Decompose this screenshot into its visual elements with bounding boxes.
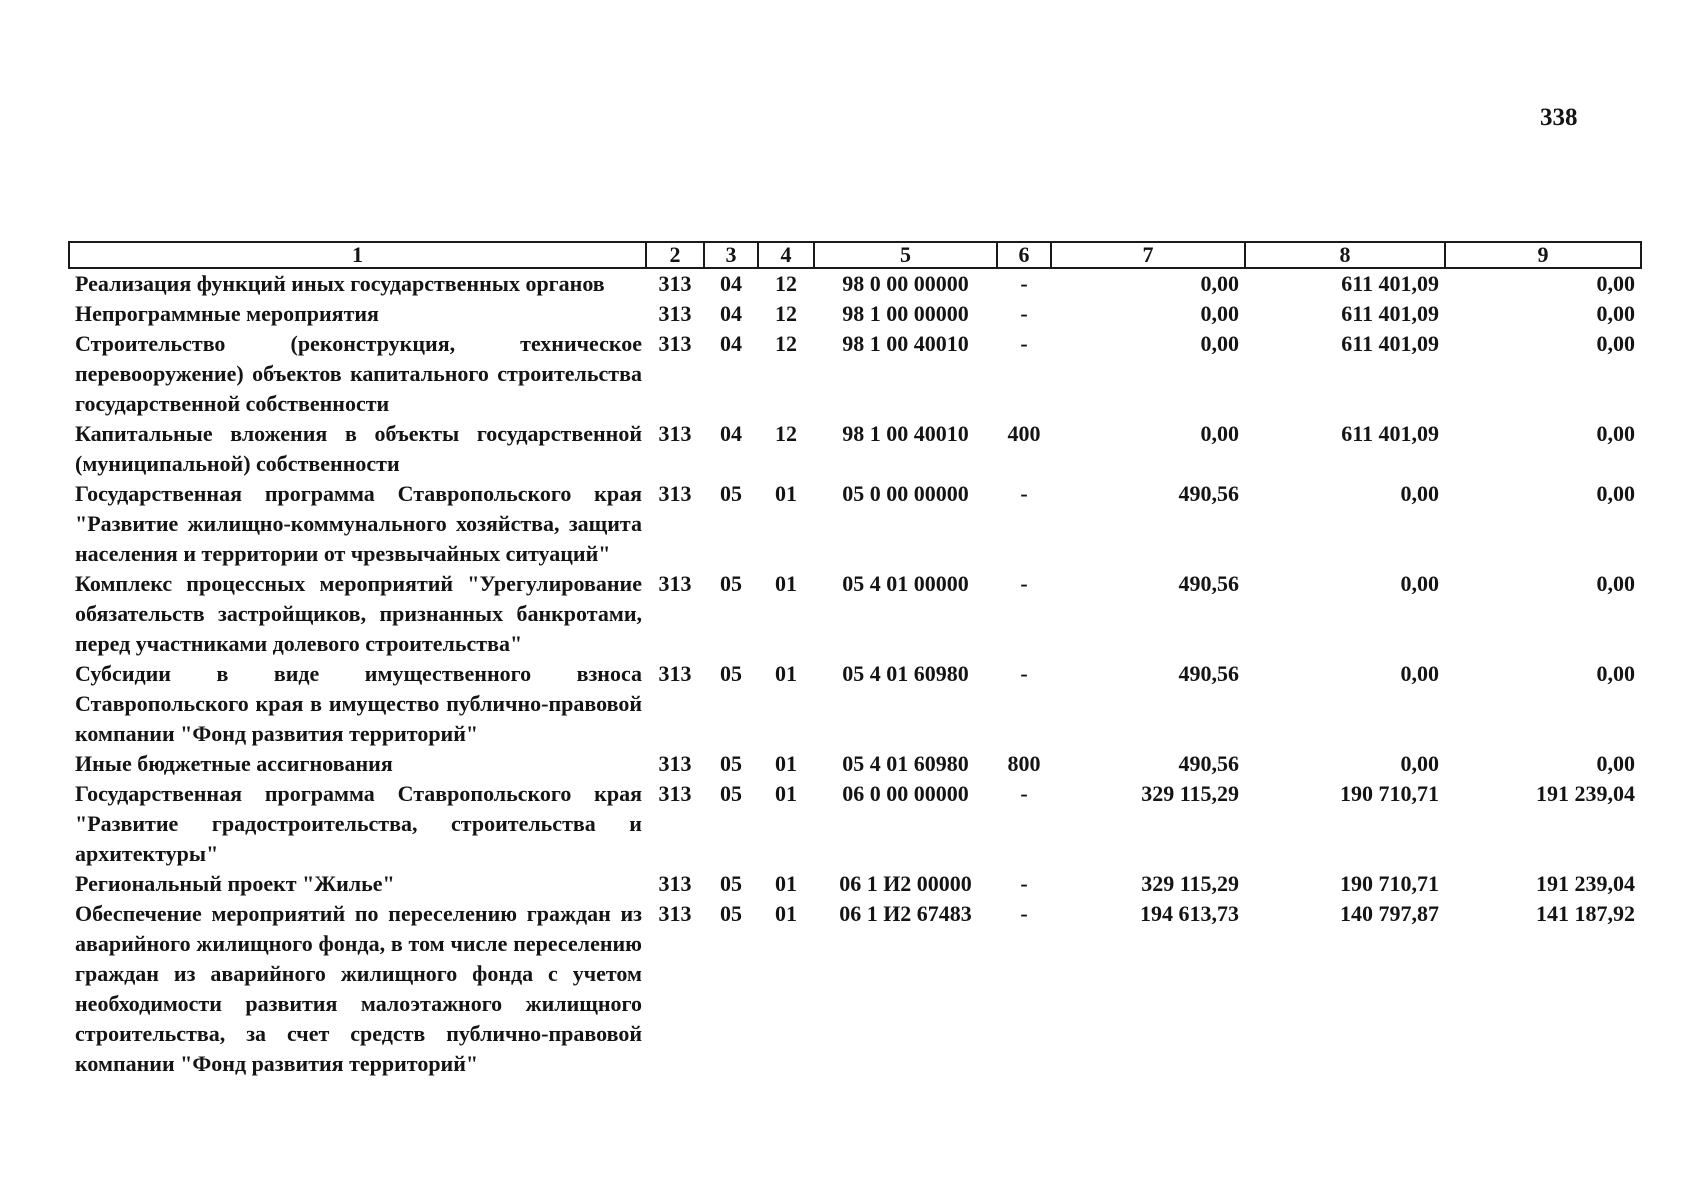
row-amount-7: 0,00 — [1200, 271, 1239, 296]
row-code-3: 05 — [720, 901, 742, 926]
row-name: Иные бюджетные ассигнования — [75, 751, 393, 776]
row-amount-7: 329 115,29 — [1141, 871, 1239, 896]
row-code-2: 313 — [658, 751, 692, 776]
row-code-6: - — [1020, 781, 1028, 806]
row-code-5: 06 1 И2 00000 — [839, 871, 972, 896]
row-code-4: 12 — [775, 271, 797, 296]
header-col-1: 1 — [69, 242, 646, 268]
header-col-4: 4 — [758, 242, 814, 268]
row-code-4: 12 — [775, 301, 797, 326]
row-code-3: 04 — [720, 301, 742, 326]
row-amount-8: 190 710,71 — [1340, 781, 1439, 806]
header-row — [69, 242, 1641, 268]
row-code-6: 400 — [1007, 421, 1041, 446]
row-code-5: 05 4 01 60980 — [842, 751, 969, 776]
table-row — [69, 899, 1641, 1079]
row-name: Строительство (реконструкция, техническое перевооружение) объектов капитального строительства государственной собственности — [75, 331, 642, 416]
table-header — [69, 242, 1641, 268]
row-amount-8: 190 710,71 — [1340, 871, 1439, 896]
row-amount-8: 0,00 — [1400, 751, 1439, 776]
table-row — [69, 569, 1641, 659]
row-code-6: - — [1020, 871, 1028, 896]
table-row — [69, 749, 1641, 779]
row-code-4: 01 — [775, 871, 797, 896]
row-code-5: 06 0 00 00000 — [842, 781, 969, 806]
table-row — [69, 268, 1641, 299]
table-row — [69, 479, 1641, 569]
row-code-3: 05 — [720, 661, 742, 686]
table-row — [69, 779, 1641, 869]
row-code-5: 05 0 00 00000 — [842, 481, 969, 506]
row-code-5: 98 1 00 40010 — [842, 331, 969, 356]
row-code-5: 05 4 01 60980 — [842, 661, 969, 686]
row-code-2: 313 — [658, 331, 692, 356]
row-code-3: 05 — [720, 571, 742, 596]
row-code-3: 04 — [720, 271, 742, 296]
row-code-4: 01 — [775, 901, 797, 926]
row-amount-7: 0,00 — [1200, 301, 1239, 326]
row-code-2: 313 — [658, 481, 692, 506]
row-amount-9: 0,00 — [1596, 571, 1635, 596]
row-amount-8: 0,00 — [1400, 661, 1439, 686]
row-amount-7: 490,56 — [1178, 661, 1239, 686]
row-amount-7: 329 115,29 — [1141, 781, 1239, 806]
row-name: Непрограммные мероприятия — [75, 301, 379, 326]
row-code-2: 313 — [658, 571, 692, 596]
row-amount-7: 490,56 — [1178, 481, 1239, 506]
row-code-6: - — [1020, 271, 1028, 296]
row-name: Региональный проект "Жилье" — [75, 871, 395, 896]
row-amount-9: 0,00 — [1596, 481, 1635, 506]
row-amount-7: 0,00 — [1200, 331, 1239, 356]
row-code-2: 313 — [658, 901, 692, 926]
row-code-5: 98 1 00 40010 — [842, 421, 969, 446]
row-name: Государственная программа Ставропольского края "Развитие жилищно-коммунального хозяйства, защита населения и территории от чрезвычайных ситуаций" — [75, 481, 642, 566]
header-col-6: 6 — [997, 242, 1051, 268]
row-code-6: 800 — [1007, 751, 1041, 776]
row-code-3: 05 — [720, 871, 742, 896]
page-number: 338 — [1540, 104, 1578, 131]
row-amount-8: 611 401,09 — [1341, 301, 1439, 326]
row-code-2: 313 — [658, 871, 692, 896]
row-name: Комплекс процессных мероприятий "Урегулирование обязательств застройщиков, признанных банкротами, перед участниками долевого строительства" — [75, 571, 642, 656]
row-amount-8: 611 401,09 — [1341, 331, 1439, 356]
row-code-5: 98 0 00 00000 — [842, 271, 969, 296]
row-amount-9: 0,00 — [1596, 751, 1635, 776]
row-amount-8: 0,00 — [1400, 571, 1439, 596]
header-col-3: 3 — [704, 242, 758, 268]
row-code-6: - — [1020, 901, 1028, 926]
row-code-3: 05 — [720, 751, 742, 776]
header-col-9: 9 — [1445, 242, 1641, 268]
row-amount-9: 0,00 — [1596, 271, 1635, 296]
row-name: Субсидии в виде имущественного взноса Ставропольского края в имущество публично-правовой компании "Фонд развития территорий" — [75, 661, 642, 746]
row-code-5: 05 4 01 00000 — [842, 571, 969, 596]
row-amount-8: 0,00 — [1400, 481, 1439, 506]
row-code-4: 01 — [775, 481, 797, 506]
header-col-7: 7 — [1051, 242, 1245, 268]
row-amount-8: 611 401,09 — [1341, 271, 1439, 296]
row-amount-9: 0,00 — [1596, 661, 1635, 686]
table-row — [69, 299, 1641, 329]
row-code-3: 04 — [720, 421, 742, 446]
row-code-4: 01 — [775, 751, 797, 776]
table-row — [69, 659, 1641, 749]
header-col-8: 8 — [1245, 242, 1445, 268]
row-code-6: - — [1020, 571, 1028, 596]
row-amount-9: 0,00 — [1596, 331, 1635, 356]
row-code-2: 313 — [658, 271, 692, 296]
row-code-5: 98 1 00 00000 — [842, 301, 969, 326]
row-code-6: - — [1020, 301, 1028, 326]
row-code-2: 313 — [658, 661, 692, 686]
row-amount-9: 191 239,04 — [1536, 871, 1635, 896]
row-code-5: 06 1 И2 67483 — [839, 901, 972, 926]
row-amount-8: 140 797,87 — [1340, 901, 1439, 926]
table-body — [69, 268, 1641, 1079]
row-amount-9: 141 187,92 — [1536, 901, 1635, 926]
row-code-4: 01 — [775, 781, 797, 806]
row-code-2: 313 — [658, 781, 692, 806]
row-amount-8: 611 401,09 — [1341, 421, 1439, 446]
row-code-2: 313 — [658, 421, 692, 446]
row-code-4: 01 — [775, 661, 797, 686]
row-name: Обеспечение мероприятий по переселению граждан из аварийного жилищного фонда, в том числе переселению граждан из аварийного жилищного фонда с учетом необходимости развития малоэтажного жилищного строительства, за счет средств публично-правовой компании "Фонд развития территорий" — [75, 901, 642, 1076]
row-amount-9: 0,00 — [1596, 421, 1635, 446]
row-code-3: 05 — [720, 781, 742, 806]
row-amount-7: 194 613,73 — [1140, 901, 1239, 926]
row-name: Государственная программа Ставропольского края "Развитие градостроительства, строительства и архитектуры" — [75, 781, 642, 866]
budget-table — [68, 241, 1642, 1079]
row-code-2: 313 — [658, 301, 692, 326]
row-amount-7: 490,56 — [1178, 751, 1239, 776]
row-code-6: - — [1020, 481, 1028, 506]
row-amount-9: 0,00 — [1596, 301, 1635, 326]
row-code-3: 04 — [720, 331, 742, 356]
row-code-3: 05 — [720, 481, 742, 506]
row-code-4: 12 — [775, 331, 797, 356]
row-amount-9: 191 239,04 — [1536, 781, 1635, 806]
table-row — [69, 329, 1641, 419]
row-code-6: - — [1020, 661, 1028, 686]
row-amount-7: 0,00 — [1200, 421, 1239, 446]
row-code-6: - — [1020, 331, 1028, 356]
row-name: Реализация функций иных государственных органов — [75, 271, 605, 296]
table-row — [69, 419, 1641, 479]
header-col-2: 2 — [646, 242, 704, 268]
row-code-4: 12 — [775, 421, 797, 446]
header-col-5: 5 — [814, 242, 997, 268]
row-name: Капитальные вложения в объекты государственной (муниципальной) собственности — [75, 421, 642, 476]
row-amount-7: 490,56 — [1178, 571, 1239, 596]
table-row — [69, 869, 1641, 899]
row-code-4: 01 — [775, 571, 797, 596]
